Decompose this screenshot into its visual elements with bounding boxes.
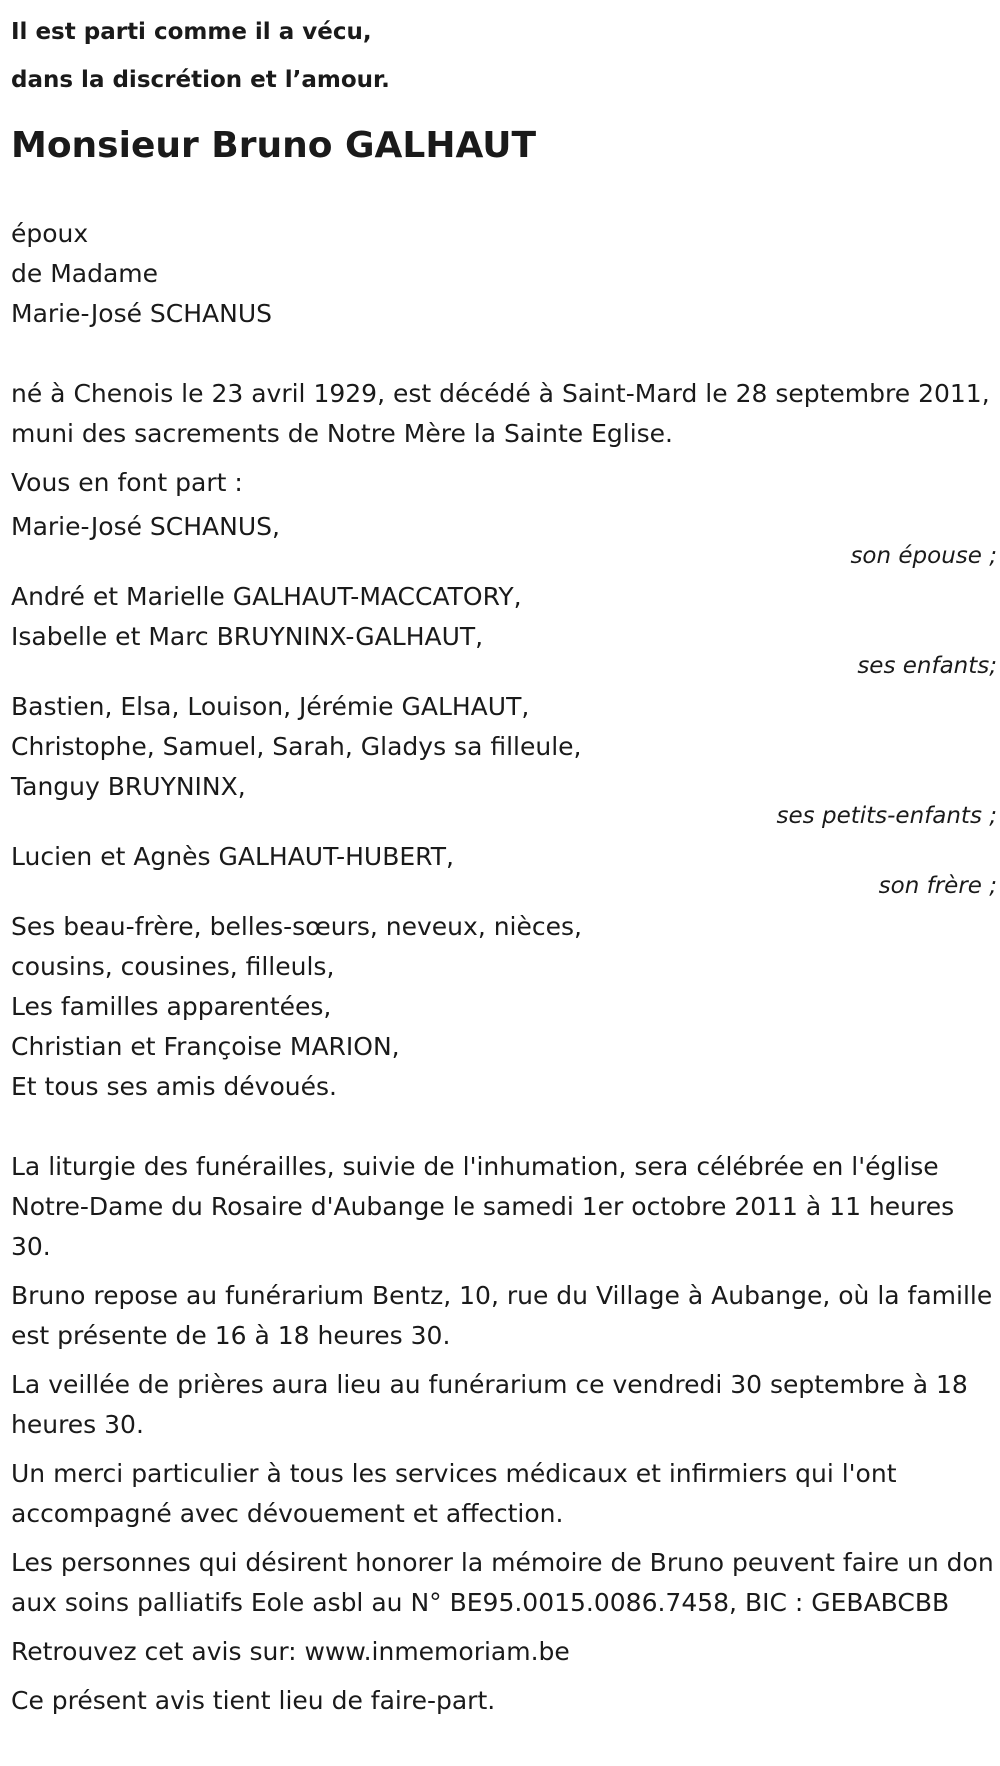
relation-label: ses petits-enfants ; <box>776 803 997 829</box>
relation-label: son épouse ; <box>850 543 997 569</box>
website-text: Retrouvez cet avis sur: www.inmemoriam.be <box>11 1637 570 1666</box>
other-relatives-line: Les familles apparentées, <box>11 992 332 1021</box>
family-group-spouse <box>11 507 997 569</box>
epitaph-line-1: Il est parti comme il a vécu, <box>11 19 372 45</box>
funeral-text: La liturgie des funérailles, suivie de l'inhumation, sera célébrée en l'église Notre-Dame du Rosaire d'Aubange le samedi 1er octobre 2011 à 11 heures 30. <box>11 1152 955 1261</box>
other-relatives-line: cousins, cousines, filleuls, <box>11 952 335 981</box>
epitaph-line-2: dans la discrétion et l’amour. <box>11 67 390 93</box>
birth-death-text: né à Chenois le 23 avril 1929, est décédé à Saint-Mard le 28 septembre 2011, muni des sacrements de Notre Mère la Sainte Eglise. <box>11 379 990 448</box>
family-member: Bastien, Elsa, Louison, Jérémie GALHAUT, <box>11 692 530 721</box>
announce-text: Vous en font part : <box>11 468 243 497</box>
relation-label: ses enfants; <box>857 653 997 679</box>
spouse-line-2: de Madame <box>11 259 159 288</box>
spouse-line-3: Marie-José SCHANUS <box>11 299 273 328</box>
obituary-content <box>11 8 997 1721</box>
family-group-children <box>11 577 997 679</box>
family-member: Lucien et Agnès GALHAUT-HUBERT, <box>11 842 454 871</box>
family-member: Isabelle et Marc BRUYNINX-GALHAUT, <box>11 622 484 651</box>
family-member: Marie-José SCHANUS, <box>11 512 280 541</box>
family-member: André et Marielle GALHAUT-MACCATORY, <box>11 582 522 611</box>
other-relatives-line: Ses beau-frère, belles-sœurs, neveux, nièces, <box>11 912 582 941</box>
deceased-name: Monsieur Bruno GALHAUT <box>11 125 537 166</box>
repose-text: Bruno repose au funérarium Bentz, 10, rue du Village à Aubange, où la famille est présente de 16 à 18 heures 30. <box>11 1281 993 1350</box>
relation-label: son frère ; <box>878 873 997 899</box>
other-relatives-line: Et tous ses amis dévoués. <box>11 1072 337 1101</box>
spouse-block <box>11 214 997 334</box>
donation-text: Les personnes qui désirent honorer la mémoire de Bruno peuvent faire un don aux soins palliatifs Eole asbl au N° BE95.0015.0086.7458, BIC : GEBABCBB <box>11 1548 994 1617</box>
family-group-brother <box>11 837 997 899</box>
thanks-text: Un merci particulier à tous les services médicaux et infirmiers qui l'ont accompagné avec dévouement et affection. <box>11 1459 897 1528</box>
family-member: Christophe, Samuel, Sarah, Gladys sa filleule, <box>11 732 582 761</box>
vigil-text: La veillée de prières aura lieu au funérarium ce vendredi 30 septembre à 18 heures 30. <box>11 1370 968 1439</box>
other-relatives-line: Christian et Françoise MARION, <box>11 1032 400 1061</box>
family-member: Tanguy BRUYNINX, <box>11 772 246 801</box>
family-group-grandchildren <box>11 687 997 829</box>
other-relatives-block <box>11 907 997 1107</box>
spouse-line-1: époux <box>11 219 89 248</box>
closing-text: Ce présent avis tient lieu de faire-part. <box>11 1686 496 1715</box>
